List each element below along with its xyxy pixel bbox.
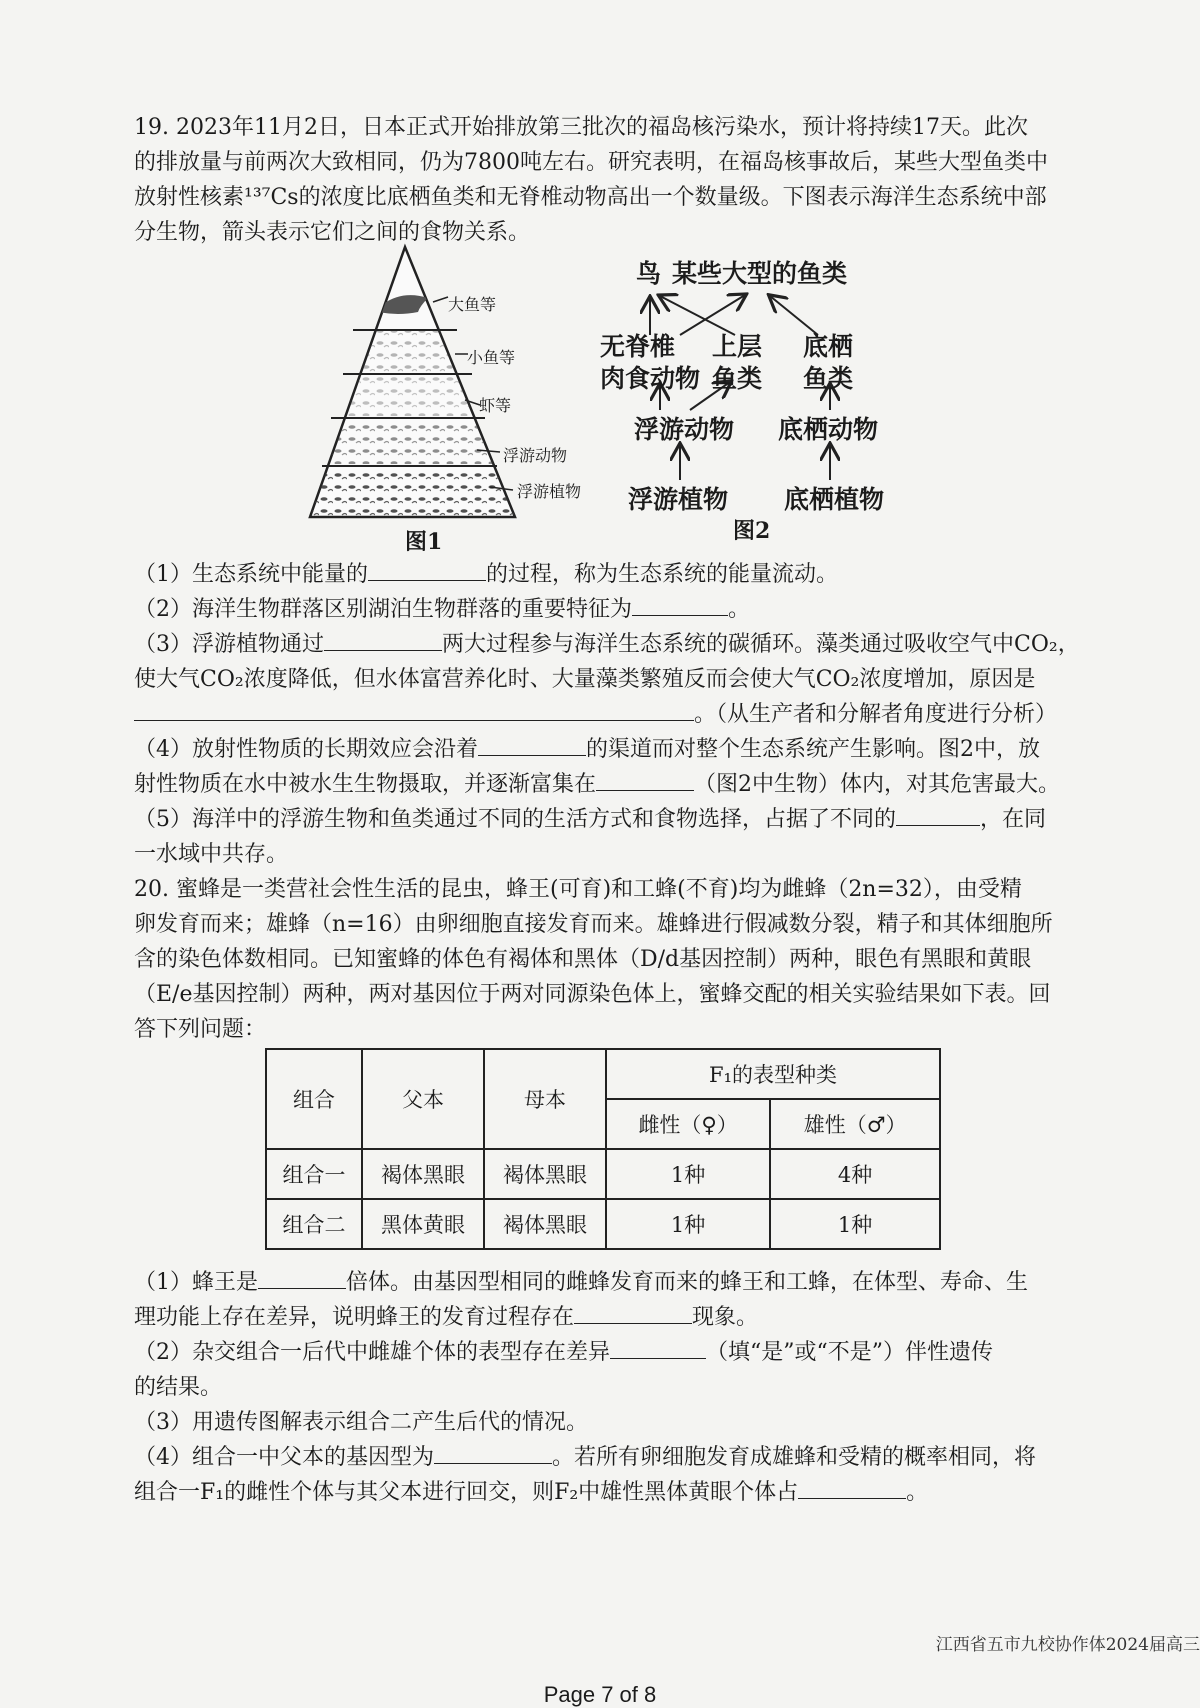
foodweb-node-zooplankton: 浮游动物 [634, 415, 735, 444]
foodweb-node-invertebrate-line2: 肉食动物 [600, 364, 701, 393]
q19-sub5-line2: 一水域中共存。 [134, 842, 289, 867]
answer-blank[interactable] [610, 1336, 706, 1359]
foodweb-node-phytoplankton: 浮游植物 [628, 485, 729, 514]
table-header-row [266, 1049, 940, 1099]
pyramid-label-shrimp: 虾等 [479, 396, 512, 415]
q19-sub3-line1 [134, 627, 1139, 662]
table-row [266, 1199, 940, 1249]
q20-intro-line: 答下列问题： [134, 1017, 267, 1042]
q19-intro [134, 110, 1139, 250]
table-header-mother: 母本 [484, 1049, 606, 1149]
figure-1-caption: 图1 [405, 529, 443, 555]
q20-sub1-text-b: 倍体。由基因型相同的雌蜂发育而来的蜂王和工蜂，在体型、寿命、生 [346, 1270, 1029, 1295]
q20-sub3: （3）用遗传图解表示组合二产生后代的情况。 [134, 1410, 588, 1435]
q20-intro-line: 含的染色体数相同。已知蜜蜂的体色有褐体和黑体（D/d基因控制）两种，眼色有黑眼和黄眼 [134, 947, 1032, 972]
foodweb-node-benthic-plant: 底栖植物 [784, 485, 885, 514]
q19-sub4-line2 [134, 767, 1139, 802]
table-header-male: 雄性（♂） [770, 1099, 940, 1149]
answer-blank[interactable] [896, 803, 980, 826]
table-row [266, 1149, 940, 1199]
foodweb-node-benthicfish-line2: 鱼类 [803, 364, 854, 393]
q19-sub4-text-b: 的渠道而对整个生态系统产生影响。图2中，放 [586, 737, 1040, 762]
q19-sub3-text-b: 两大过程参与海洋生态系统的碳循环。藻类通过吸收空气中CO₂， [442, 632, 1080, 657]
q20-intro [134, 872, 1139, 1047]
q20-sub1-line1 [134, 1265, 1139, 1300]
q19-sub2-text-a: （2）海洋生物群落区别湖泊生物群落的重要特征为 [134, 597, 632, 622]
q19-sub3-text-a: （3）浮游植物通过 [134, 632, 324, 657]
pyramid-label-zooplankton: 浮游动物 [503, 446, 568, 465]
q20-sub2-text-a: （2）杂交组合一后代中雌雄个体的表型存在差异 [134, 1340, 610, 1365]
q19-sub3-text-c: 。（从生产者和分解者角度进行分析） [694, 702, 1058, 727]
answer-blank[interactable] [574, 1301, 692, 1324]
q20-intro-line: 20. 蜜蜂是一类营社会性生活的昆虫，蜂王(可育)和工蜂(不育)均为雌蜂（2n=32），由受精 [134, 877, 1022, 902]
answer-blank[interactable] [258, 1266, 346, 1289]
q20-sub4-line2 [134, 1475, 1139, 1510]
q20-intro-line: 卵发育而来；雄蜂（n=16）由卵细胞直接发育而来。雄蜂进行假减数分裂，精子和其体细胞所 [134, 912, 1053, 937]
foodweb-node-bigfish: 某些大型的鱼类 [672, 259, 848, 288]
q20-sub4-text-b: 。若所有卵细胞发育成雄蜂和受精的概率相同，将 [552, 1445, 1037, 1470]
q20-sub4-text-c: 组合一F₁的雌性个体与其父本进行回交，则F₂中雄性黑体黄眼个体占 [134, 1480, 799, 1505]
q19-sub2-text-b: 。 [728, 597, 751, 622]
table-cell: 组合二 [266, 1199, 362, 1249]
q19-sub3-line2: 使大气CO₂浓度降低，但水体富营养化时、大量藻类繁殖反而会使大气CO₂浓度增加，原因是 [134, 667, 1036, 692]
q20-sub2-line1 [134, 1335, 1139, 1370]
q20-sub1-text-d: 现象。 [692, 1305, 759, 1330]
table-cell: 组合一 [266, 1149, 362, 1199]
table-cell: 4种 [770, 1149, 940, 1199]
table-cell: 黑体黄眼 [362, 1199, 484, 1249]
table-header-father: 父本 [362, 1049, 484, 1149]
answer-blank[interactable] [632, 593, 728, 616]
table-header-group: 组合 [266, 1049, 362, 1149]
answer-blank[interactable] [324, 628, 442, 651]
table-cell: 1种 [606, 1199, 770, 1249]
footer-source: 江西省五市九校协作体2024届高三 [935, 1635, 1200, 1655]
q19-sub1 [134, 557, 1139, 592]
foodweb-node-bird: 鸟 [636, 259, 662, 288]
q19-subquestions [134, 557, 1139, 872]
q20-intro-line: （E/e基因控制）两种，两对基因位于两对同源染色体上，蜜蜂交配的相关实验结果如下表。回 [134, 982, 1051, 1007]
cross-results-table [265, 1048, 941, 1250]
q20-sub2-text-b: （填“是”或“不是”）伴性遗传 [706, 1340, 993, 1365]
table-cell: 褐体黑眼 [362, 1149, 484, 1199]
q19-sub3-line3 [134, 697, 1139, 732]
q19-sub4-line1 [134, 732, 1139, 767]
q19-sub1-text-b: 的过程，称为生态系统的能量流动。 [486, 562, 839, 587]
table-header-f1: F₁的表型种类 [606, 1049, 940, 1099]
foodweb-node-upperfish-line2: 鱼类 [712, 364, 763, 393]
q19-sub5-line1 [134, 802, 1139, 837]
q19-intro-line: 19. 2023年11月2日，日本正式开始排放第三批次的福岛核污染水，预计将持续17天。此次 [134, 115, 1028, 140]
foodweb-node-invertebrate-line1: 无脊椎 [600, 332, 676, 361]
table-header-female: 雌性（♀） [606, 1099, 770, 1149]
q20-sub4-line1 [134, 1440, 1139, 1475]
q19-sub5-text-b: ，在同 [980, 807, 1047, 832]
q20-sub4-text-d: 。 [906, 1480, 929, 1505]
foodweb-node-upperfish-line1: 上层 [712, 332, 763, 361]
answer-blank[interactable] [596, 768, 694, 791]
q19-intro-line: 放射性核素¹³⁷Cs的浓度比底栖鱼类和无脊椎动物高出一个数量级。下图表示海洋生态系统中部 [134, 185, 1047, 210]
q19-sub4-text-c: 射性物质在水中被水生生物摄取，并逐渐富集在 [134, 772, 597, 797]
answer-blank[interactable] [798, 1476, 906, 1499]
answer-blank[interactable] [434, 1441, 552, 1464]
q19-sub4-text-d: （图2中生物）体内，对其危害最大。 [694, 772, 1061, 797]
table-cell: 1种 [606, 1149, 770, 1199]
table-cell: 褐体黑眼 [484, 1199, 606, 1249]
table-cell: 1种 [770, 1199, 940, 1249]
q19-intro-line: 的排放量与前两次大致相同，仍为7800吨左右。研究表明，在福岛核事故后，某些大型鱼类中 [134, 150, 1048, 175]
q20-sub1-line2 [134, 1300, 1139, 1335]
answer-blank[interactable] [478, 733, 586, 756]
page-number: Page 7 of 8 [543, 1682, 657, 1707]
q20-sub4-text-a: （4）组合一中父本的基因型为 [134, 1445, 434, 1470]
foodweb-node-benthic-animal: 底栖动物 [778, 415, 879, 444]
q19-sub5-text-a: （5）海洋中的浮游生物和鱼类通过不同的生活方式和食物选择，占据了不同的 [134, 807, 896, 832]
q20-subquestions [134, 1265, 1139, 1510]
q19-intro-line: 分生物，箭头表示它们之间的食物关系。 [134, 220, 531, 245]
pyramid-label-bigfish: 大鱼等 [448, 295, 497, 314]
answer-blank[interactable] [368, 558, 486, 581]
figure-2-caption: 图2 [733, 518, 771, 544]
table-cell: 褐体黑眼 [484, 1149, 606, 1199]
pyramid-label-phytoplankton: 浮游植物 [517, 482, 582, 501]
answer-blank[interactable] [134, 698, 694, 721]
pyramid-label-smallfish: 小鱼等 [467, 348, 516, 367]
q20-sub1-text-c: 理功能上存在差异，说明蜂王的发育过程存在 [134, 1305, 575, 1330]
q20-sub2-line2: 的结果。 [134, 1375, 223, 1400]
q19-sub1-text-a: （1）生态系统中能量的 [134, 562, 368, 587]
q20-sub1-text-a: （1）蜂王是 [134, 1270, 258, 1295]
foodweb-node-benthicfish-line1: 底栖 [803, 332, 854, 361]
q19-sub2 [134, 592, 1139, 627]
q19-sub4-text-a: （4）放射性物质的长期效应会沿着 [134, 737, 478, 762]
